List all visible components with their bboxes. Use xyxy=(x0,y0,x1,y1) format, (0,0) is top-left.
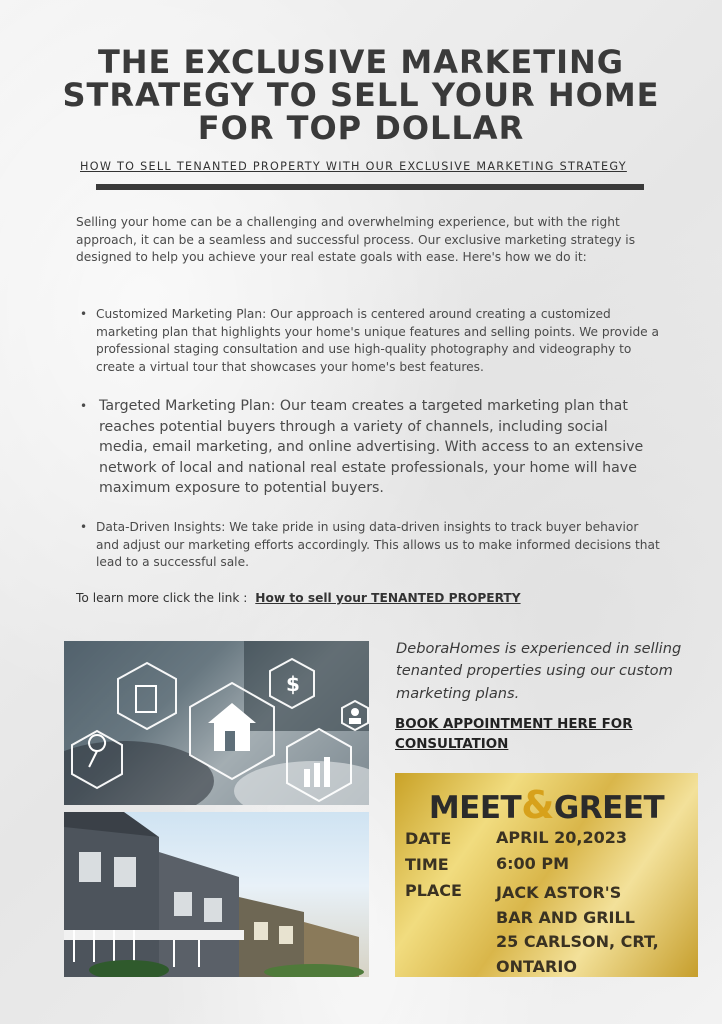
event-title xyxy=(395,783,698,827)
place-line: ONTARIO xyxy=(496,956,577,976)
title-divider xyxy=(96,184,644,190)
marketing-icons-illustration xyxy=(64,641,369,805)
bullet-dot: • xyxy=(80,307,88,321)
event-title-greet: GREET xyxy=(553,790,665,826)
page-subtitle: HOW TO SELL TENANTED PROPERTY WITH OUR EXCLUSIVE MARKETING STRATEGY xyxy=(80,160,627,173)
bullet-dot: • xyxy=(80,520,88,534)
promo-text: DeboraHomes is experienced in selling tenanted properties using our custom marketing plans. xyxy=(396,640,682,702)
svg-text:$: $ xyxy=(286,672,300,696)
learn-more-line xyxy=(76,591,521,605)
place-label: PLACE xyxy=(405,881,462,900)
bullet-text: Targeted Marketing Plan: Our team creates a targeted marketing plan that reaches potential buyers through a variety of channels, including social media, email marketing, and online advertising. With access to an extensive network of local and national real estate professionals, your home will have maximum exposure to potential buyers. xyxy=(99,398,644,497)
bullet-dot: • xyxy=(80,399,88,413)
date-label: DATE xyxy=(405,829,452,848)
event-title-meet: MEET xyxy=(428,790,522,826)
bullet-targeted-plan xyxy=(80,396,655,499)
book-appointment-link[interactable]: BOOK APPOINTMENT HERE FOR CONSULTATION xyxy=(395,717,633,752)
bullet-customized-plan xyxy=(80,306,662,376)
tenanted-property-link[interactable]: How to sell your TENANTED PROPERTY xyxy=(255,591,521,605)
bullet-data-insights xyxy=(80,519,662,572)
place-line: JACK ASTOR'S xyxy=(496,883,622,902)
place-value xyxy=(496,881,659,979)
bullet-text: Data-Driven Insights: We take pride in using data-driven insights to track buyer behavior and adjust our marketing efforts accordingly. This allows us to make informed decisions that lead to a successful sale. xyxy=(96,520,660,569)
intro-paragraph: Selling your home can be a challenging and overwhelming experience, but with the right approach, it can be a seamless and successful process. Our exclusive marketing strategy is designed to help you achieve your real estate goals with ease. Here's how we do it: xyxy=(76,215,636,264)
time-value: 6:00 PM xyxy=(496,854,570,873)
townhouses-photo xyxy=(64,812,369,977)
marketing-icons-photo xyxy=(64,641,369,805)
townhouses-illustration xyxy=(64,812,369,977)
bullet-text: Customized Marketing Plan: Our approach is centered around creating a customized marketing plan that highlights your home's unique features and selling points. We provide a professional staging consultation and use high-quality photography and videography to create a virtual tour that showcases your home's best features. xyxy=(96,307,660,374)
date-value: APRIL 20,2023 xyxy=(496,828,628,847)
time-label: TIME xyxy=(405,855,449,874)
page-title: THE EXCLUSIVE MARKETING STRATEGY TO SELL YOUR HOME FOR TOP DOLLAR xyxy=(62,43,660,147)
learn-more-label: To learn more click the link : xyxy=(76,591,248,605)
place-line: 25 CARLSON, CRT, xyxy=(496,932,659,951)
place-line: BAR AND GRILL xyxy=(496,907,635,927)
meet-and-greet-card xyxy=(395,773,698,977)
event-title-ampersand: & xyxy=(521,783,554,827)
